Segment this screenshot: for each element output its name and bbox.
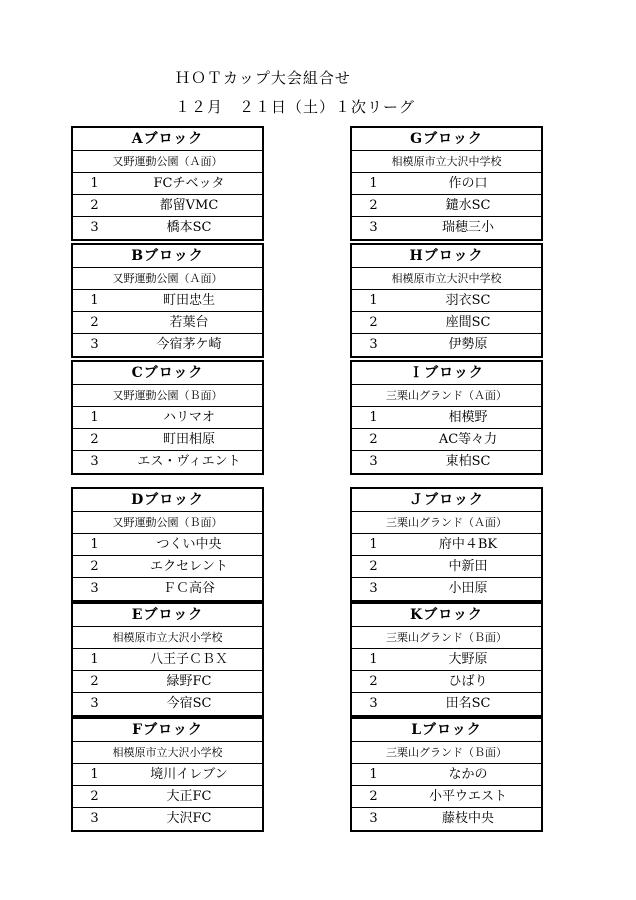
team-row [352,556,541,578]
team-number: 3 [90,581,99,596]
team-number: 2 [369,198,378,213]
block-venue: 相模原市立大沢小学校 [73,742,262,764]
team-row [352,693,541,715]
team-number: 2 [90,789,99,804]
team-row [73,334,262,356]
team-row [352,195,541,217]
team-row [352,534,541,556]
team-row [73,534,262,556]
team-row [73,451,262,473]
team-number: 2 [369,674,378,689]
team-row [73,671,262,693]
team-number: 1 [90,767,99,782]
team-name: FCチベッタ [153,176,225,191]
block-header: Ｉブロック [352,362,541,385]
team-name: 座間SC [445,315,491,330]
team-name: 田名SC [445,696,491,711]
block-h [350,243,543,358]
block-header: Eブロック [73,604,262,627]
team-name: 府中４BK [438,537,498,552]
team-number: 1 [369,652,378,667]
team-row [352,429,541,451]
team-number: 1 [369,767,378,782]
team-number: 2 [90,198,99,213]
team-row [73,290,262,312]
team-name: ハリマオ [163,410,215,425]
block-f [71,717,264,832]
team-row [73,173,262,195]
team-number: 2 [369,432,378,447]
block-header: Lブロック [352,719,541,742]
team-name: 橋本SC [166,220,212,235]
block-venue: 三栗山グランド（Ｂ面） [352,742,541,764]
team-number: 1 [369,293,378,308]
block-venue: 又野運動公園（Ｂ面） [73,385,262,407]
team-number: 3 [369,454,378,469]
team-name: 今宿茅ケ崎 [156,337,222,352]
block-b [71,243,264,358]
team-row [352,407,541,429]
team-row [73,195,262,217]
team-row [73,407,262,429]
block-header: Bブロック [73,245,262,268]
block-venue: 相模原市立大沢小学校 [73,627,262,649]
team-number: 1 [90,293,99,308]
block-venue: 相模原市立大沢中学校 [352,151,541,173]
team-row [352,290,541,312]
block-d [71,487,264,602]
block-header: Gブロック [352,128,541,151]
team-name: AC等々力 [438,432,498,447]
team-row [73,649,262,671]
team-name: つくい中央 [156,537,222,552]
team-number: 1 [90,652,99,667]
team-number: 2 [90,432,99,447]
team-name: 緑野FC [166,674,212,689]
team-name: 小平ウエスト [428,789,507,804]
block-header: Dブロック [73,489,262,512]
document-title: ＨＯＴカップ大会組合せ [175,69,351,87]
team-row [73,764,262,786]
team-row [352,334,541,356]
block-header: Hブロック [352,245,541,268]
team-row [352,217,541,239]
team-number: 3 [90,337,99,352]
block-a [71,126,264,241]
team-row [73,429,262,451]
block-venue: 三栗山グランド（Ａ面） [352,512,541,534]
team-name: 相模野 [448,410,488,425]
block-j [350,487,543,602]
team-name: エス・ヴィエント [137,454,241,469]
team-name: ひばり [448,674,488,689]
block-g [350,126,543,241]
team-row [352,671,541,693]
team-number: 3 [369,811,378,826]
team-name: 鑓水SC [445,198,491,213]
block-header: Ｊブロック [352,489,541,512]
block-venue: 又野運動公園（Ｂ面） [73,512,262,534]
team-name: 今宿SC [166,696,212,711]
team-row [352,312,541,334]
team-row [352,808,541,830]
team-number: 2 [369,559,378,574]
team-number: 3 [90,454,99,469]
team-row [73,578,262,600]
block-header: Cブロック [73,362,262,385]
team-name: 瑞穂三小 [441,220,494,235]
team-number: 3 [369,696,378,711]
team-name: 羽衣SC [445,293,491,308]
team-number: 3 [90,811,99,826]
document-subtitle: １２月 ２１日（土）１次リーグ [175,98,416,116]
team-row [73,556,262,578]
team-number: 3 [369,581,378,596]
team-number: 3 [369,220,378,235]
team-row [352,764,541,786]
team-number: 1 [369,176,378,191]
team-number: 1 [90,537,99,552]
team-row [73,693,262,715]
team-name: 伊勢原 [448,337,488,352]
block-e [71,602,264,717]
block-venue: 相模原市立大沢中学校 [352,268,541,290]
block-venue: 又野運動公園（Ａ面） [73,268,262,290]
team-row [352,649,541,671]
team-row [352,451,541,473]
team-name: ＦＣ高谷 [162,581,215,596]
team-number: 2 [369,315,378,330]
team-name: 大正FC [166,789,212,804]
team-row [73,808,262,830]
team-row [73,217,262,239]
team-name: 町田忠生 [162,293,215,308]
block-k [350,602,543,717]
team-row [352,578,541,600]
block-venue: 三栗山グランド（Ｂ面） [352,627,541,649]
team-number: 3 [90,220,99,235]
team-name: 作の口 [448,176,488,191]
team-name: 都留VMC [159,198,219,213]
team-row [73,786,262,808]
team-name: 町田相原 [162,432,215,447]
team-name: 大沢FC [166,811,212,826]
team-name: 中新田 [448,559,488,574]
team-number: 3 [369,337,378,352]
block-venue: 又野運動公園（Ａ面） [73,151,262,173]
block-c [71,360,264,475]
block-header: Fブロック [73,719,262,742]
team-name: エクセレント [150,559,228,574]
team-number: 2 [369,789,378,804]
team-number: 2 [90,674,99,689]
block-venue: 三栗山グランド（Ａ面） [352,385,541,407]
team-name: 境川イレブン [150,767,228,782]
team-name: 藤枝中央 [441,811,494,826]
team-name: なかの [448,767,488,782]
team-row [352,173,541,195]
team-number: 1 [90,176,99,191]
team-number: 3 [90,696,99,711]
team-number: 1 [90,410,99,425]
team-number: 2 [90,315,99,330]
block-header: Aブロック [73,128,262,151]
block-l [350,717,543,832]
block-i [350,360,543,475]
team-name: 八王子ＣＢＸ [149,652,228,667]
team-name: 東柏SC [445,454,491,469]
team-name: 小田原 [448,581,488,596]
team-name: 大野原 [448,652,488,667]
block-header: Kブロック [352,604,541,627]
team-row [73,312,262,334]
team-number: 2 [90,559,99,574]
team-number: 1 [369,537,378,552]
team-number: 1 [369,410,378,425]
team-row [352,786,541,808]
team-name: 若葉台 [169,315,209,330]
